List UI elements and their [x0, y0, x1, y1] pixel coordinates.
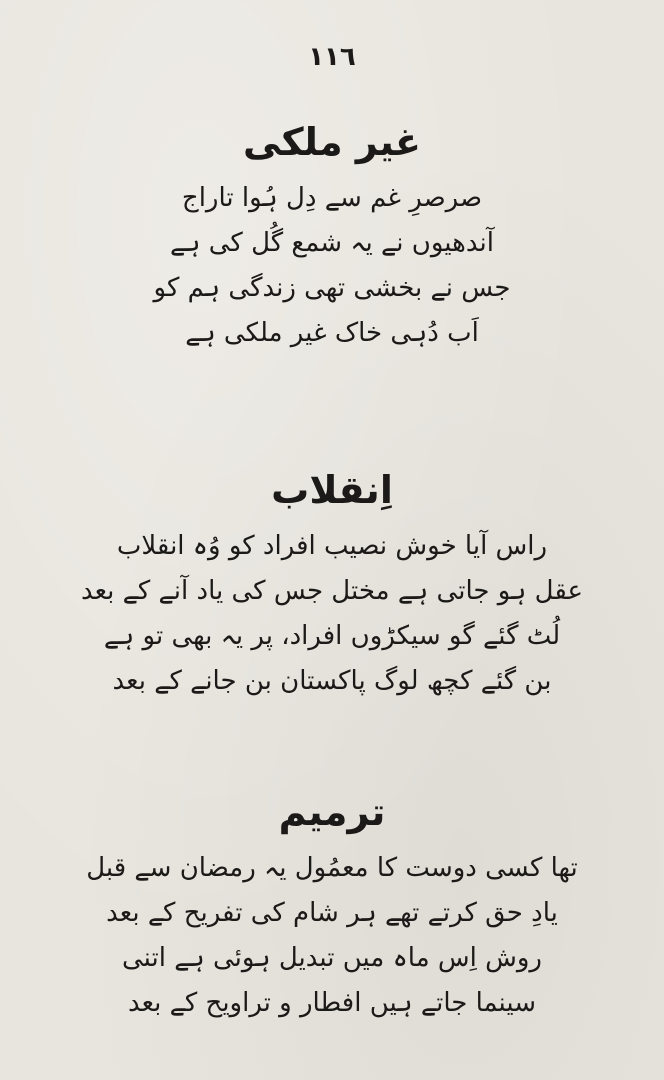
verse-line: تھا کسی دوست کا معمُول یہ رمضان سے قبل: [86, 852, 578, 883]
page-number: ١١٦: [308, 42, 356, 72]
poem-title: ترمیم: [278, 790, 386, 834]
poem-section-ghair-mulki: [60, 120, 604, 356]
verse-line: راس آیا خوش نصیب افراد کو وُہ انقلاب: [116, 530, 548, 561]
verse-line: بن گئے کچھ لوگ پاکستان بن جانے کے بعد: [112, 665, 552, 696]
poem-section-tarmeem: [60, 790, 604, 1026]
verse-line: لُٹ گئے گو سیکڑوں افراد، پر یہ بھی تو ہے: [103, 620, 561, 651]
poem-section-inqilab: [60, 468, 604, 704]
verse-line: جس نے بخشی تھی زندگی ہم کو: [153, 272, 511, 303]
poem-title: اِنقلاب: [271, 468, 393, 512]
verse-line: سینما جاتے ہیں افطار و تراویح کے بعد: [127, 987, 537, 1018]
poem-title: غیر ملکی: [243, 120, 421, 164]
verse-line: آندھیوں نے یہ شمع گُل کی ہے: [170, 227, 494, 258]
verse-line: اَب دُہی خاک غیر ملکی ہے: [185, 317, 479, 348]
verse-line: یادِ حق کرتے تھے ہر شام کی تفریح کے بعد: [106, 897, 558, 928]
verse-line: عقل ہو جاتی ہے مختل جس کی یاد آنے کے بعد: [80, 575, 584, 606]
verse-line: روش اِس ماہ میں تبدیل ہوئی ہے اتنی: [122, 942, 542, 973]
verse-line: صرصرِ غم سے دِل ہُوا تاراج: [181, 182, 483, 213]
